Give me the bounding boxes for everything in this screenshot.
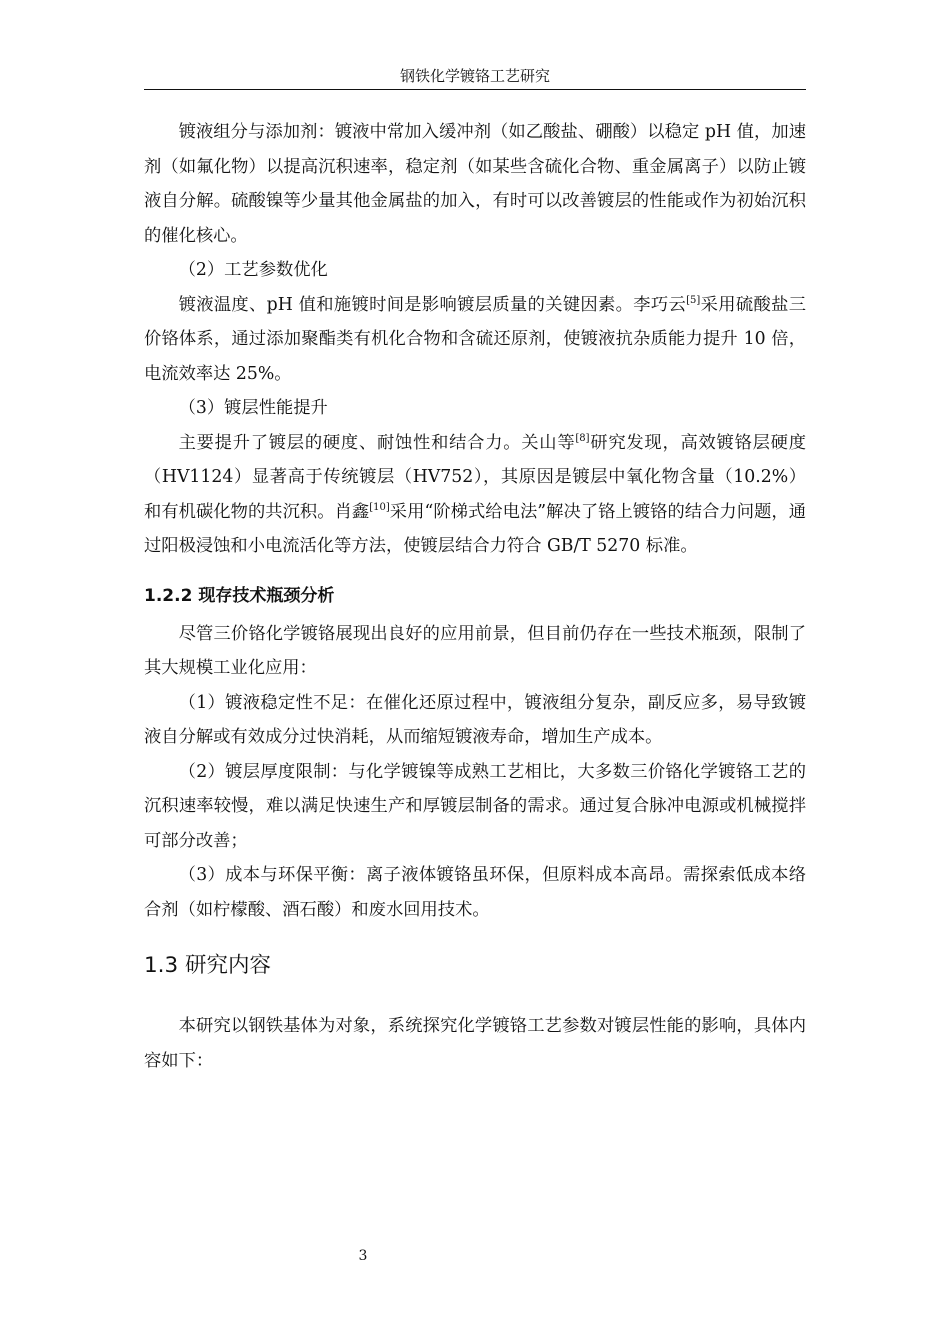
page-number: 3 [358, 1248, 368, 1264]
text-segment: 采用硫酸盐三价铬体系，通过添加聚酯类有机化合物和含硫还原剂，使镀液抗杂质能力提升 10 倍，电流效率达 25%。 [144, 294, 806, 384]
page-body [144, 115, 806, 1078]
section-heading-1-2-2: 1.2.2 现存技术瓶颈分析 [144, 585, 335, 606]
paragraph-process-params [144, 288, 806, 392]
item-heading-process-params: （2）工艺参数优化 [178, 260, 328, 280]
citation-ref: [5] [686, 294, 701, 306]
header-rule [144, 89, 806, 90]
text-segment: 采用“阶梯式给电法”解决了铬上镀铬的结合力问题，通过阳极浸蚀和小电流活化等方法，使镀层结合力符合 GB/T 5270 标准。 [144, 501, 806, 556]
paragraph-research-content: 本研究以钢铁基体为对象，系统探究化学镀铬工艺参数对镀层性能的影响，具体内容如下： [144, 1016, 806, 1071]
paragraph-coating-performance [144, 426, 806, 564]
paragraph-bottleneck-intro: 尽管三价铬化学镀铬展现出良好的应用前景，但目前仍存在一些技术瓶颈，限制了其大规模工业化应用： [144, 623, 806, 678]
text-segment: 镀液温度、pH 值和施镀时间是影响镀层质量的关键因素。李巧云 [178, 294, 687, 315]
citation-ref: [10] [369, 501, 390, 513]
text-segment: 研究发现，高效镀铬层硬度（HV1124）显著高于传统镀层（HV752），其原因是镀层中氧化物含量（10.2%）和有机碳化物的共沉积。肖鑫 [144, 432, 806, 522]
running-header: 钢铁化学镀铬工艺研究 [399, 67, 550, 85]
item-heading-coating-performance: （3）镀层性能提升 [178, 398, 328, 418]
section-heading-1-3: 1.3 研究内容 [144, 953, 272, 978]
list-item-thickness-limit: （2）镀层厚度限制：与化学镀镍等成熟工艺相比，大多数三价铬化学镀铬工艺的沉积速率较慢，难以满足快速生产和厚镀层制备的需求。通过复合脉冲电源或机械搅拌可部分改善； [144, 761, 806, 851]
list-item-bath-stability: （1）镀液稳定性不足：在催化还原过程中，镀液组分复杂，副反应多，易导致镀液自分解或有效成分过快消耗，从而缩短镀液寿命，增加生产成本。 [144, 692, 806, 747]
citation-ref: [8] [575, 432, 590, 444]
paragraph-bath-additives: 镀液组分与添加剂：镀液中常加入缓冲剂（如乙酸盐、硼酸）以稳定 pH 值，加速剂（如氟化物）以提高沉积速率，稳定剂（如某些含硫化合物、重金属离子）以防止镀液自分解。硫酸镍等少量其他金属盐的加入，有时可以改善镀层的性能或作为初始沉积的催化核心。 [144, 122, 806, 246]
text-segment: 主要提升了镀层的硬度、耐蚀性和结合力。关山等 [178, 432, 576, 453]
list-item-cost-environment: （3）成本与环保平衡：离子液体镀铬虽环保，但原料成本高昂。需探索低成本络合剂（如柠檬酸、酒石酸）和废水回用技术。 [144, 865, 806, 920]
